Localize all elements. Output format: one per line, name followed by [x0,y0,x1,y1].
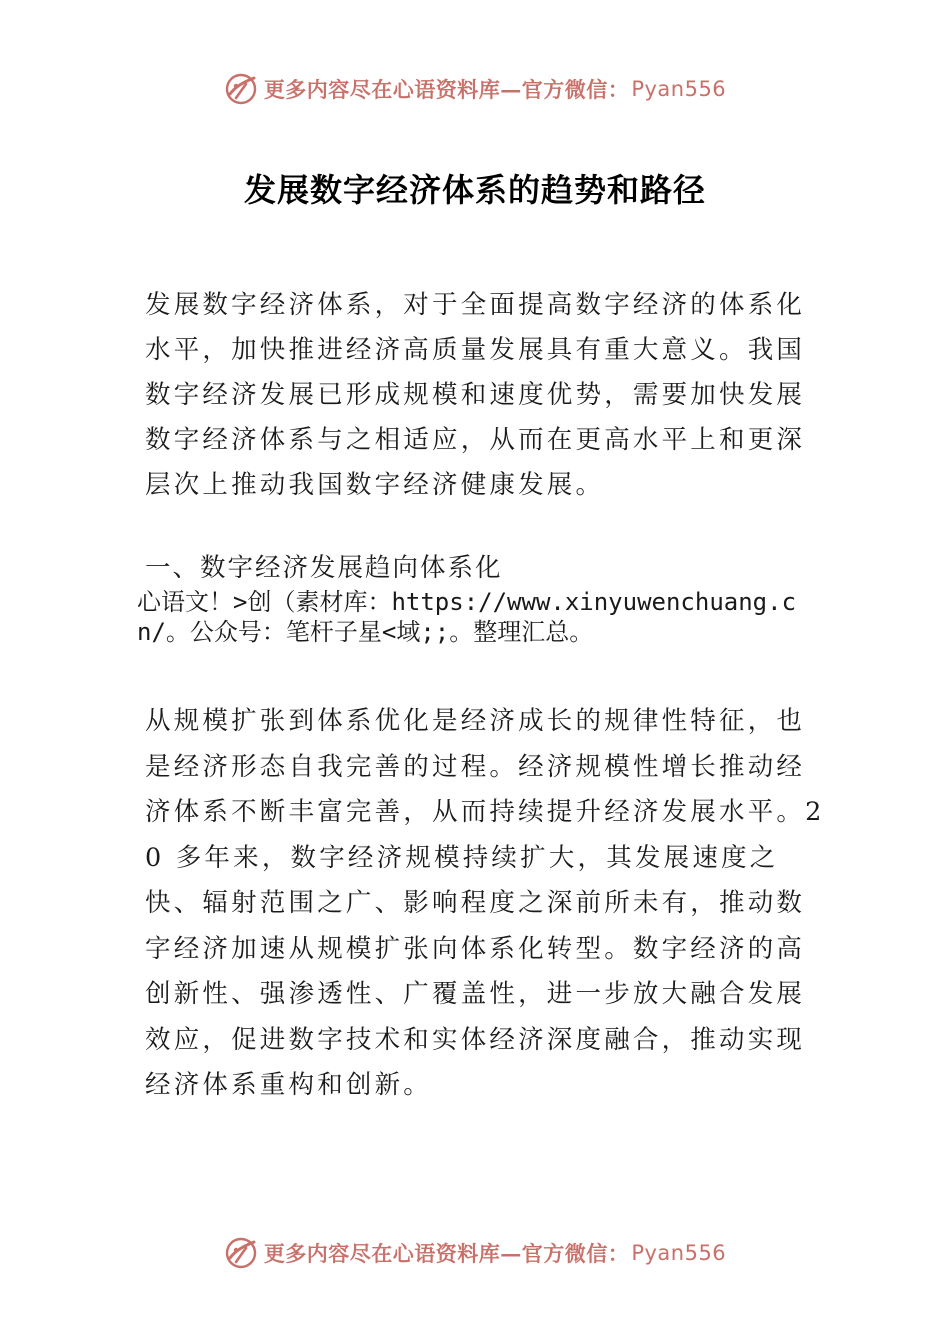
watermark-account: Pyan556 [631,77,727,101]
watermark-account: Pyan556 [631,1241,727,1265]
section-heading: 一、数字经济发展趋向体系化 [145,553,503,583]
brand-logo-icon [224,1236,258,1270]
footer-watermark [0,1236,950,1270]
brand-logo-icon [224,72,258,106]
header-watermark [0,72,950,106]
watermark-text: 更多内容尽在心语资料库—官方微信： [263,77,630,102]
source-note: 心语文！>创（素材库：https://www.xinyuwenchuang.cn/。公众号：笔杆子星<域;;。整理汇总。 [137,588,797,646]
intro-paragraph: 发展数字经济体系，对于全面提高数字经济的体系化水平，加快推进经济高质量发展具有重大意义。我国数字经济发展已形成规模和速度优势，需要加快发展数字经济体系与之相适应，从而在更高水平上和更深层次上推动我国数字经济健康发展。 [145,290,806,500]
body-paragraph: 从规模扩张到体系优化是经济成长的规律性特征，也是经济形态自我完善的过程。经济规模性增长推动经济体系不断丰富完善，从而持续提升经济发展水平。20 多年来，数字经济规模持续扩大，其发展速度之快、辐射范围之广、影响程度之深前所未有，推动数字经济加速从规模扩张向体系化转型。数字经济的高创新性、强渗透性、广覆盖性，进一步放大融合发展效应，促进数字技术和实体经济深度融合，推动实现经济体系重构和创新。 [145,706,825,1100]
page-title: 发展数字经济体系的趋势和路径 [243,171,706,209]
watermark-text: 更多内容尽在心语资料库—官方微信： [263,1241,630,1266]
